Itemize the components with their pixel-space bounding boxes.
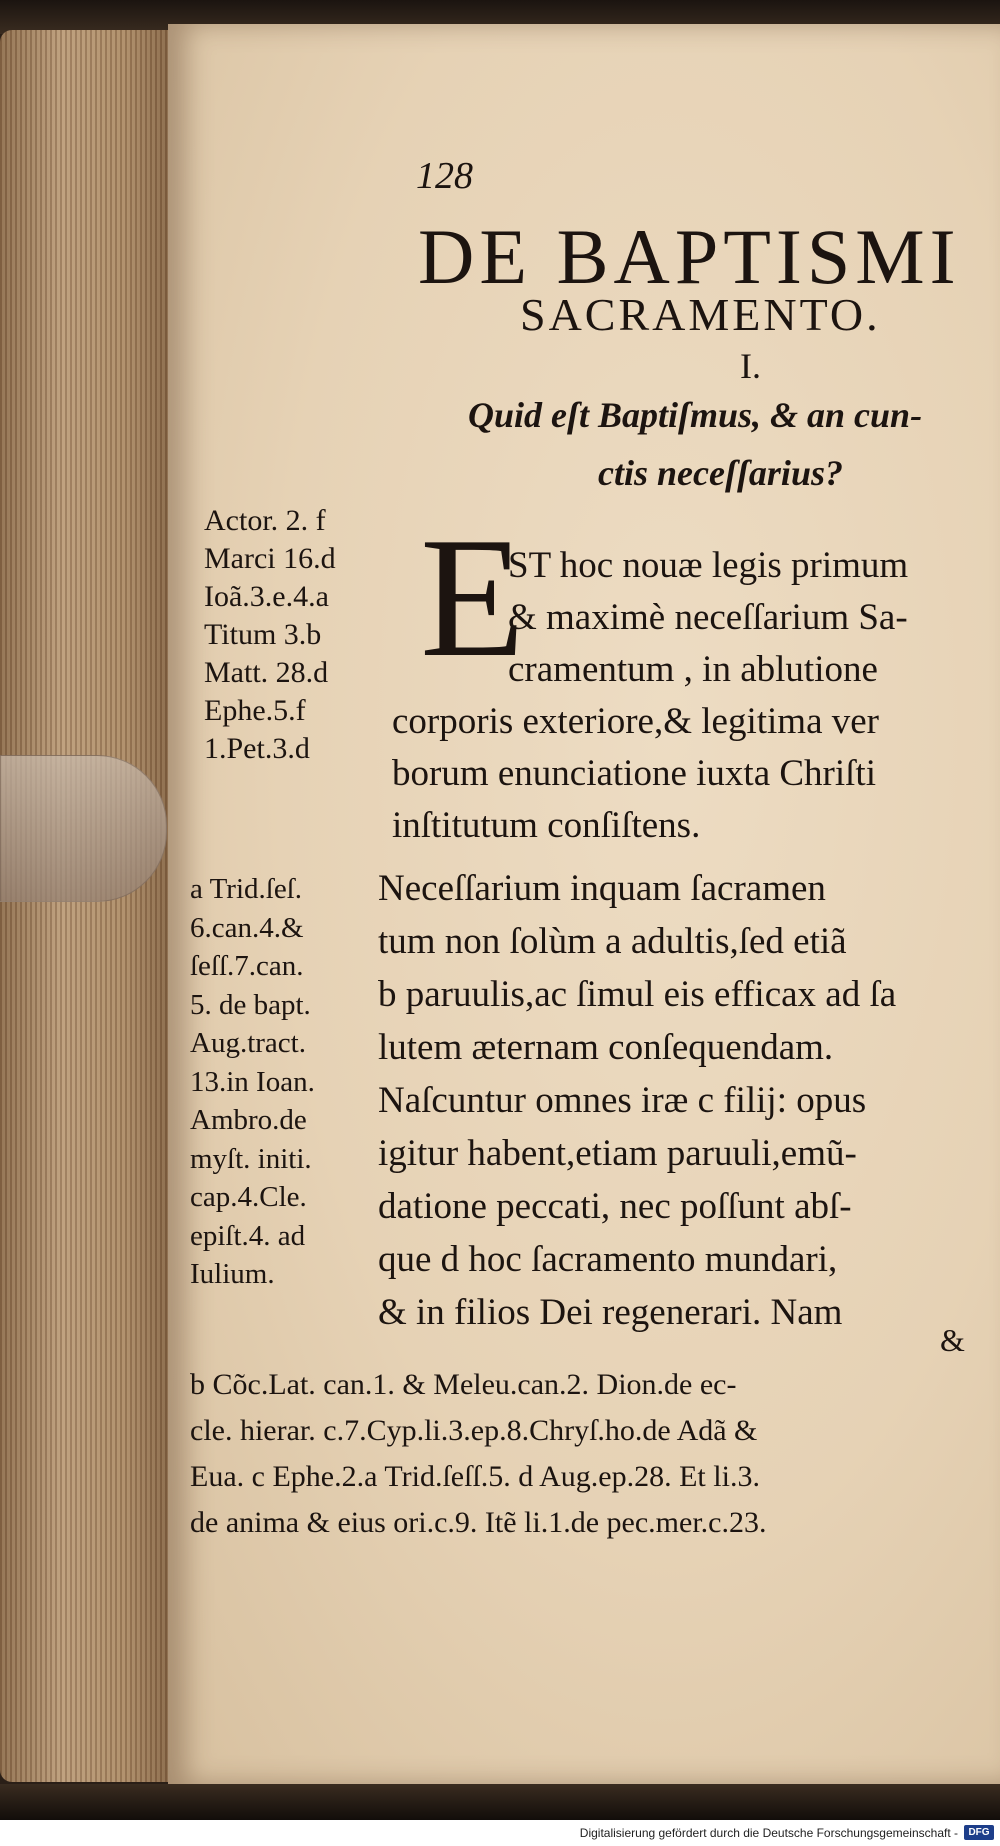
page-number: 128 [416, 155, 473, 197]
text-line: Neceſſarium inquam ſacramen [378, 868, 826, 909]
catchword: & [940, 1322, 965, 1358]
footnote-line: de anima & eius ori.c.9. Itẽ li.1.de pec.mer.c.23. [190, 1506, 767, 1539]
text-line: & maximè neceſſarium Sa- [508, 597, 908, 638]
margin-ref: Actor. 2. f [204, 504, 326, 537]
margin-ref: cap.4.Cle. [190, 1181, 307, 1213]
text-line: lutem æternam conſequendam. [378, 1027, 834, 1068]
margin-ref: Ephe.5.f [204, 694, 306, 727]
footnote-line: b Cõc.Lat. can.1. & Meleu.can.2. Dion.de ec- [190, 1368, 737, 1401]
margin-ref: a Trid.ſeſ. [190, 873, 302, 905]
footer-credit: Digitalisierung gefördert durch die Deutsche Forschungsgemeinschaft - [579, 1826, 958, 1840]
text-line: tum non ſolùm a adultis,ſed etiã [378, 921, 847, 962]
chapter-subtitle: SACRAMENTO. [520, 289, 881, 340]
margin-ref: Ioã.3.e.4.a [204, 580, 329, 613]
section-number: I. [740, 346, 761, 386]
text-line: Naſcuntur omnes iræ c filij: opus [378, 1080, 867, 1121]
text-line: datione peccati, nec poſſunt abſ- [378, 1186, 852, 1227]
text-line: cramentum , in ablutione [508, 649, 878, 690]
bookmark-tab [0, 755, 167, 902]
footnotes [190, 1362, 766, 1546]
margin-references-top [204, 502, 336, 768]
paragraph-2 [378, 862, 896, 1339]
paragraph-1-full [392, 696, 879, 852]
footnote-line: Eua. c Ephe.2.a Trid.ſeſſ.5. d Aug.ep.28. Et li.3. [190, 1460, 760, 1493]
dfg-logo: DFG [964, 1825, 994, 1840]
text-line: & in filios Dei regenerari. Nam [378, 1292, 843, 1333]
text-line: corporis exteriore,& legitima ver [392, 701, 879, 742]
text-line: igitur habent,etiam paruuli,emũ- [378, 1133, 857, 1174]
margin-ref: Matt. 28.d [204, 656, 329, 689]
text-line: b paruulis,ac ſimul eis efficax ad ſa [378, 974, 897, 1015]
footnote-line: cle. hierar. c.7.Cyp.li.3.ep.8.Chryſ.ho.de Adã & [190, 1414, 758, 1447]
margin-ref: Aug.tract. [190, 1027, 306, 1059]
margin-ref: epiſt.4. ad [190, 1219, 306, 1252]
margin-ref: ſeſſ.7.can. [190, 950, 304, 982]
margin-ref: Titum 3.b [204, 618, 322, 651]
margin-ref: myſt. initi. [190, 1142, 312, 1175]
margin-ref: Ambro.de [190, 1104, 307, 1136]
question-heading-line: Quid eſt Baptiſmus, & an cun- [468, 395, 923, 435]
paragraph-1-indented [508, 540, 908, 696]
margin-ref: Marci 16.d [204, 542, 336, 575]
margin-ref: 6.can.4.& [190, 911, 304, 944]
margin-references-bottom [190, 870, 315, 1294]
margin-ref: 13.in Ioan. [190, 1065, 315, 1098]
text-line: borum enunciatione iuxta Chriſti [392, 753, 876, 794]
margin-ref: 5. de bapt. [190, 988, 311, 1021]
margin-ref: 1.Pet.3.d [204, 732, 310, 765]
question-heading-line: ctis neceſſarius? [598, 453, 843, 493]
chapter-title: DE BAPTISMI [418, 213, 961, 300]
book-bottom-edge [0, 1784, 1000, 1820]
margin-ref: Iulium. [190, 1258, 275, 1290]
text-line: inſtitutum conſiſtens. [392, 805, 701, 846]
drop-initial: E [420, 503, 526, 693]
text-line: ST hoc nouæ legis primum [508, 545, 909, 586]
text-line: que d hoc ſacramento mundari, [378, 1239, 838, 1280]
book-fore-edge [0, 30, 178, 1782]
